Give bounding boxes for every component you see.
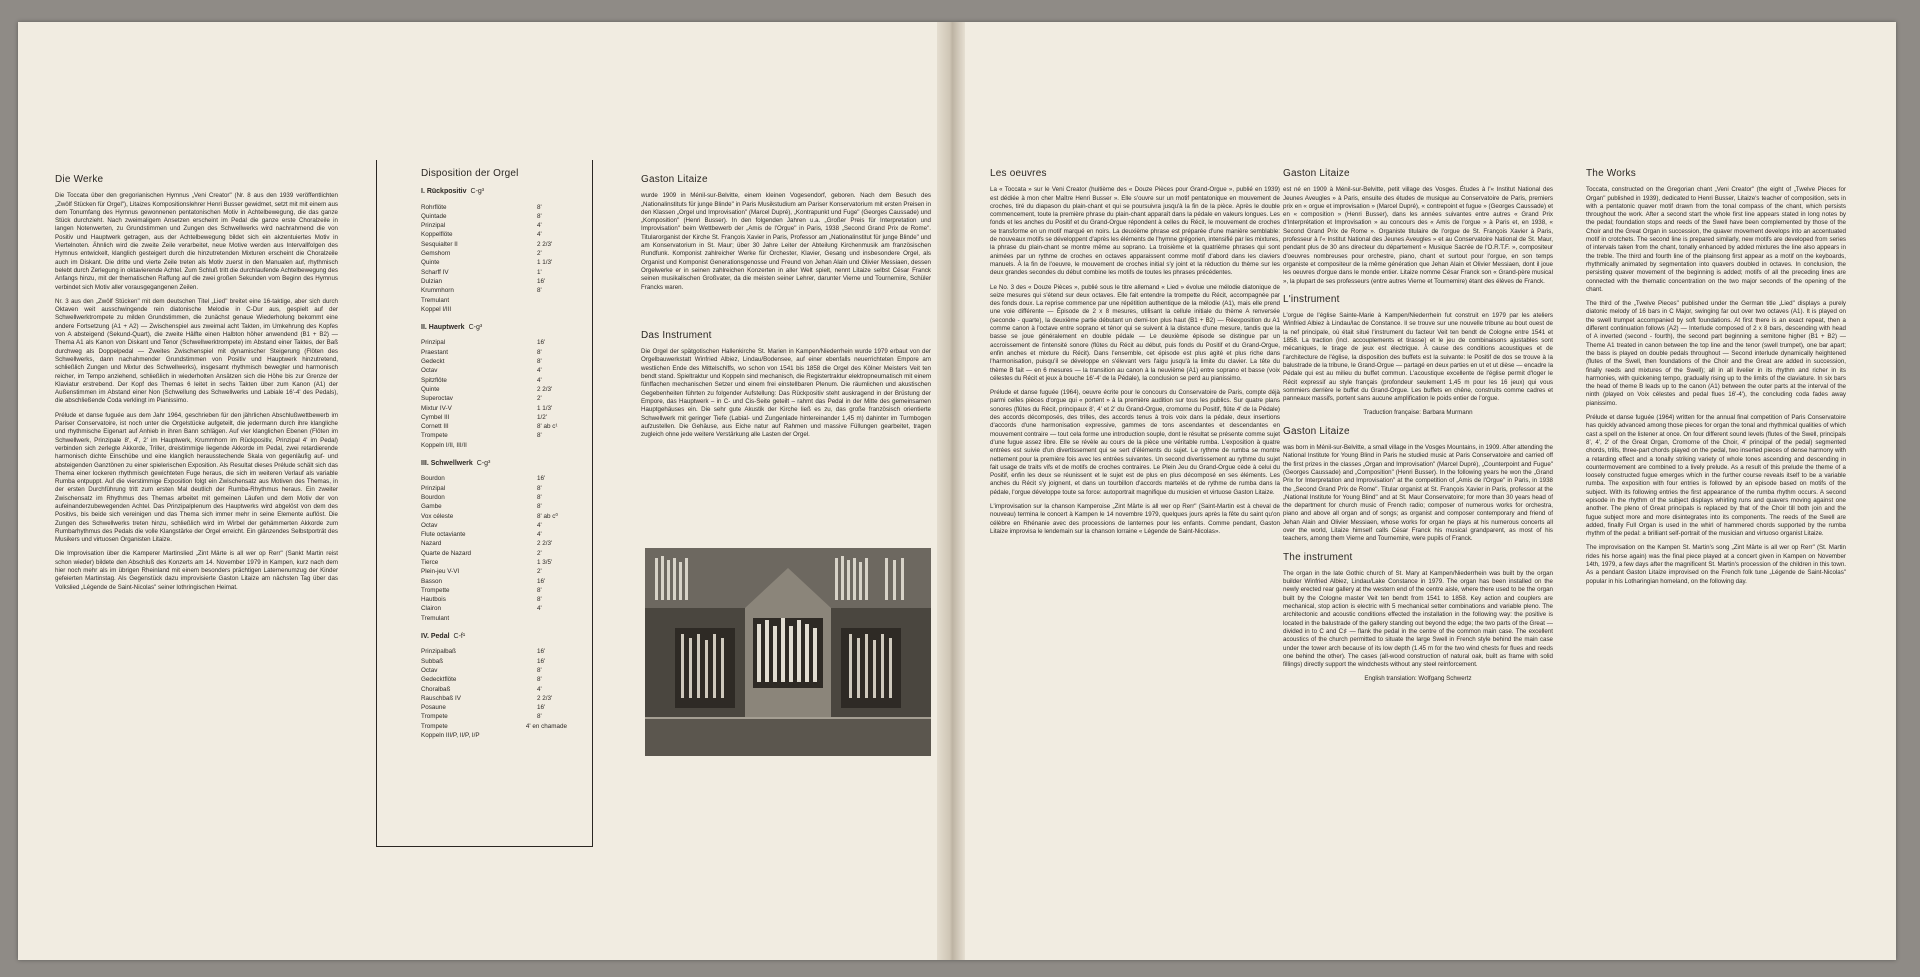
stop-pitch: 8'	[537, 358, 542, 366]
stop-name: Trompete	[421, 722, 448, 730]
stop-list	[421, 203, 581, 315]
stop-pitch: 8'	[537, 713, 542, 721]
stop-name: Superoctav	[421, 395, 453, 403]
paragraph: Nr. 3 aus den „Zwölf Stücken" mit dem deutschen Titel „Lied" breitet eine 16-taktige, aber sich durch Oktaven weit ausschwingende rein diatonische Melodie in C-Dur aus, gespielt auf der Schwellwerktrompete zu milden Grundstimmen, die zunächst genaue Wiederholung bekommt eine andere Fortsetzung (A1 + A2) — Zwischenspiel aus zweimal acht Takten, im Umkehrung des Kopfes von A absteigend (Sekund-Quart), die zweite Hälfte einen Halbton höher anwendend (B1 + B2) — Thema A1 als Kanon von Diskant und Tenor (Schwellwerktrompete) im Abstand einer Taktes, der Baß durchweg als Doppelpedal — Zweites Zwischenspiel mit dynamischer Steigerung (Flöten des Schwellwerks, dann nachahmender Grundstimmen von Positiv und Hauptwerk hinzutretend, schließlich Zungen und Mixtur des Schwellwerks), insgesamt rhythmisch bewegter und harmonisch reicher, im Tempo anziehend, schließlich in wiederholten Ansätzen sich die Höhe bis zur Grenze der Klaviatur erstrebend. Der Kopf des Themas 6 leitet in sechs Takten über zum Kanon (A1) der Außenstimmen im Abstand einer Non (Schwellung des Schwellwerks und Labiale 16'-4' des Pedals), die abschließende Coda verklingt im Pianissimo.	[55, 297, 338, 405]
stop-name: Octav	[421, 367, 438, 375]
stop-name: Trompete	[421, 432, 448, 440]
stop-name: Quinte	[421, 385, 440, 393]
division-range: C-f¹	[453, 633, 466, 641]
stop-pitch: 8'	[537, 287, 542, 295]
paragraph: est né en 1909 à Ménil-sur-Belvitte, petit village des Vosges. Études à l'« Institut National des Jeunes Aveugles » à Paris, ensuite des études de musique au Conservatoire de Paris, premiers prix en « orgue et improvisation » (Marcel Dupré), « contrepoint et fugue » (Georges Caussade) et en « composition » (Henri Busser), dans les années suivantes entre autres « Grand Prix d'Interprétation et Improvisation » au concours des « Amis de l'orgue » à Paris et, en 1938, « Second Grand Prix de Rome ». Organiste titulaire de l'orgue de St. François Xavier à Paris, professeur à l'« Institut National des Jeunes Aveugles » et au Conservatoire National de St. Maur, pendant plus de 30 ans directeur du département « Musique Sacrée de l'O.R.T.F. », compositeur d'oeuvres nombreuses pour orchestre, piano, chant et surtout pour l'orgue, en son temps organiste et compositeur de la même génération que Jehan Alain et Olivier Messiaen, dont il joue les oeuvres d'orgue dans le monde entier. Litaize nomme César Franck son « Grand-père musical », la plupart de ses professeurs (entre autres Vierne et Tournemire) étant des élèves de Franck.	[1283, 186, 1553, 285]
division-range: C-g³	[468, 324, 483, 332]
stop-item	[421, 722, 581, 731]
stop-pitch: 4'	[537, 367, 542, 375]
stop-pitch: 8' ab c¹	[537, 423, 558, 431]
box-rule-right	[592, 160, 593, 846]
stop-name: Koppeln I/II, III/II	[421, 441, 467, 449]
stop-pitch: 4'	[537, 376, 542, 384]
stop-item	[421, 502, 581, 511]
stop-pitch: 1/2'	[537, 413, 547, 421]
stop-name: Gemshorn	[421, 250, 451, 258]
stop-name: Tremulant	[421, 296, 450, 304]
stop-name: Scharff IV	[421, 268, 449, 276]
paragraph: Prélude et danse fuguée aus dem Jahr 1964, geschrieben für den jährlichen Abschlußwettbewerb im Pariser Conservatoire, ist noch unter die Orgelstücke aufgeteilt, die jedermann durch ihre klangliche und rhythmische Eigenart auf Anhieb in ihren Bann schlägen. Auf vier klanglichen Ebenen (Flöten im Schwellwerk, Prinzipale 8', 4', 2' im Hauptwerk, Krummhorn im Rückpositiv, Prinzipal 4' im Pedal) verbinden sich zerlegte Akkorde, Triller, dreistimmige liegende Akkorde im Pedal, zwei retardierende harmonisch dichte Einschübe und eine klanglich herausstechende Skala von gegenläufig auf- und absteigenden Ganztönen zu einer spielerischen Exposition. Als Resultat dieses Prélude schält sich das Thema einer lockeren rhythmisch gewichteten Fuge heraus, die sich im weiteren Verlauf als variable Rumba entpuppt. Auf die vierstimmige Exposition folgt ein Zwischensatz aus Motiven des Themas, in der ersten Durchführung tritt zum ersten Mal deutlich der Rumba-Rhythmus heraus. Ein zweiter Zwischensatz im Rhythmus des Themas arbeitet mit gemeinen Läufen und dem Motiv der von aufeinanderzubewegenden Achtel. Das Prinzipalplenum des Hauptwerks wird abgelöst von dem des Positivs, bis beide sich vereinigen und das Thema sich immer mehr in seine Elemente auflöst. Die Zungen des Schwellwerks treten hinzu, schließlich wird im Wirbel der gehämmerten Akkorde zum Rumbarhythmus des Pedals die volle Klangstärke der Orgel erreicht. Ein glänzendes Selbstporträt des Musikers und virtuosen Organisten Litaize.	[55, 411, 338, 544]
stop-item	[421, 357, 581, 366]
stop-pitch: 8'	[537, 586, 542, 594]
stop-pitch	[537, 441, 567, 450]
paragraph: The third of the „Twelve Pieces" published under the German title „Lied" displays a purely diatonic melody of 16 bars in C Major, swinging far out over two octaves (A1). It is played on the swell trumpet accompanied by soft foundations. At first there is an exact repeat, then a different continuation follows (A2) — Interlude composed of 2 x 8 bars, descending with head of A inverted (second - fourth), the second part beginning a semitone higher (B1 + B2) — Theme A1 treated in canon between the top line and the tenor (swell trumpet), one bar apart; the bass is played on double pedals throughout — Second interlude dynamically heightened (flutes of the Swell, then foundations of the Choir and the Great are added in succession, finally reeds and mixtures of the Swell); all in all livelier in its rhythm and richer in its harmonies, with quickening tempo, gradually rising up to the limits of the claviature. In six bars the head of theme B leads up to the canon (A1) between the outer parts at the interval of the ninth (played on Voix célestes and pedal flues 16'-4'), the concluding coda fades away pianissimo.	[1586, 300, 1846, 407]
column-works-en	[1586, 170, 1846, 592]
paragraph: L'orgue de l'église Sainte-Marie à Kampen/Niederrhein fut construit en 1979 par les ateliers Winfried Albiez à Lindau/lac de Constance. Il se trouve sur une nouvelle tribune au bout ouest de la nef principale, où était situé l'instrument du facteur Veit ten bendt de Cologne entre 1541 et 1858. La traction (incl. accouplements et tirasse) et le jeu de combinaisons ajustables sont mécaniques, le tirage de jeux est électrique. À cause des conditions acoustiques et de l'architecture de l'église, la disposition des buffets est la suivante: le Positif de dos se trouve à la balustrade de la tribune, le Grand-Orgue — partagé en deux parties en ut et ut dièse — encadre la Pédale qui est au milieu du buffet commun. L'acoustique excellente de l'église permit d'loger le Récit expressif au style français (profondeur seulement 1,45 m pour les 16 jeux) qui vous sommiers derrière le buffet du Grand-Orgue. Les buffets en chêne, construits comme cadres et panneaux massifs, portent sans aucune amplification le poids entier de l'orgue.	[1283, 312, 1554, 403]
stop-item	[421, 595, 581, 604]
translation-credit-en: English translation: Wolfgang Schwertz	[1364, 675, 1472, 683]
heading-disposition: Disposition der Orgel	[421, 168, 519, 179]
stop-pitch	[537, 296, 567, 305]
stop-pitch	[537, 731, 567, 740]
stop-item	[421, 694, 581, 703]
stop-item	[421, 212, 581, 221]
stop-item	[421, 413, 581, 422]
stop-pitch	[537, 614, 567, 623]
stop-name: Rauschbaß IV	[421, 694, 461, 702]
stop-item	[421, 530, 581, 539]
stop-pitch: 8'	[537, 484, 542, 492]
division-title	[421, 460, 581, 468]
stop-name: Bourdon	[421, 493, 445, 501]
stop-pitch: 8'	[537, 348, 542, 356]
stop-pitch: 16'	[537, 339, 546, 347]
stop-pitch: 1 3/5'	[537, 558, 553, 566]
stop-pitch: 4'	[537, 685, 542, 693]
stop-name: Octav	[421, 521, 438, 529]
stop-item	[421, 549, 581, 558]
stop-name: Prinzipalbaß	[421, 648, 456, 656]
stop-name: Nazard	[421, 540, 442, 548]
stop-pitch: 8'	[537, 212, 542, 220]
stop-item	[421, 666, 581, 675]
stop-name: Tierce	[421, 558, 439, 566]
stop-item	[421, 703, 581, 712]
stop-name: Gedeckt	[421, 358, 445, 366]
paragraph: wurde 1909 in Ménil-sur-Belvitte, einem kleinen Vogesendorf, geboren. Nach dem Besuch des „Nationalinstituts für junge Blinde" in Paris Musikstudium am Pariser Konservatorium mit ersten Preisen in den Klassen „Orgel und Improvisation" (Marcel Dupré), „Kontrapunkt und Fuge" (Georges Caussade) und „Komposition" (Henri Busser). In den folgenden Jahren u.a. „Großer Preis für Interpretation und Improvisation" beim Wettbewerb der „Amis de l'Orgue" in Paris, 1938 „Second Grand Prix de Rome". Titularorganist der Kirche St. François Xavier in Paris, Professor am „Nationalinstitut für junge Blinde" und am Konservatorium in St. Maur; über 30 Jahre Leiter der Abteilung Kirchenmusik am französischen Rundfunk. Komponist zahlreicher Werke für Orchester, Klavier, Gesang und insbesondere Orgel, als Organist und Komponist Generationsgenosse und Freund von Jehan Alain und Olivier Messiaen, dessen Orgelwerke er in seinen zahlreichen Konzerten in aller Welt spielt, nennt Litaize selbst César Franck seinen musikalischen Großvater, da die meisten seiner Lehrer, darunter Vierne und Tournemire, Schüler Francks waren.	[641, 192, 931, 291]
stop-list	[421, 338, 581, 450]
heading-litaize-en: Gaston Litaize	[1283, 425, 1350, 437]
paragraph: The organ in the late Gothic church of St. Mary at Kampen/Niederrhein was built by the organ builder Winfried Albiez, Lindau/Lake Constance in 1979. The organ has been installed on the newly erected rear gallery at the western end of the centre aisle, where there used to be the organ built by the Cologne master Veit ten bendt from 1541 to 1858. Key action and couplers are mechanical, stop action is electric with 5 mechanical setter combinations and variable pleno. The architectonic and acoustic conditions effected the installation in the following way: the positive is located in the balustrade of the gallery standing out beyond the edge; the two parts of the Great — divided in to C and C♯ — flank the pedal in the centre of the common main case. The excellent acoustics of the church permitted to situate the large Swell in French style behind the main case under the tower arch because of its low depth (1.45 m for the two wind chests for flues and reeds one behind the other). The cases (all-wood construction of natural oak, built as frame with solid fillings) directly support the windchests without any steel reinforcement.	[1283, 569, 1553, 669]
heading-die-werke: Die Werke	[55, 174, 104, 185]
division-name: I. Rückpositiv	[421, 188, 467, 196]
heading-works-en: The Works	[1586, 168, 1636, 179]
stop-name: Octav	[421, 666, 438, 674]
stop-pitch: 4'	[537, 605, 542, 613]
translation-credit-fr: Traduction française: Barbara Murmann	[1363, 409, 1473, 417]
stop-name: Quinte	[421, 259, 440, 267]
stop-name: Subbaß	[421, 657, 444, 665]
paragraph: was born in Ménil-sur-Belvitte, a small village in the Vosges Mountains, in 1909. After attending the National Institute for Young Blind in Paris he studied music at Paris Conservatoire and carried off the first prizes in the classes „Organ and Improvisation" (Marcel Dupré), „Counterpoint and Fugue" (Georges Caussade) and „Composition" (Henri Busser). In the following years he won the „Grand Prix for Interpretation and Improvisation" at the competition of „Amis de l'Orgue" in Paris, in 1938 the „Second Grand Prix de Rome". Titular organist at St. François Xavier in Paris, professor at the „National Institute for Young Blind" and at St. Maur Conservatoire; for more than 30 years head of the department for church music of French radio; composer of numerous works for orchestra, piano and above all organ and of songs; as organist and composer contemporary and friend of Jehan Alain and Olivier Messiaen, whose works for organ he plays at his numerous concerts all over the world, Litaize himself calls César Franck his musical grandparent, as most of his teachers, among them Vierne and Tournemire, were pupils of Franck.	[1283, 444, 1553, 543]
stop-name: Prinzipal	[421, 484, 446, 492]
paragraph: Die Improvisation über die Kamperer Martinslied „Zint Märte is all wer op Rerr" (Sankt Martin reist schon wieder) bildete den Abschluß des Konzerts am 14. November 1979 in Kampen, kurz nach dem hier noch mehr als im übrigen Rheinland mit einem besonders prächtigen Laternenumzug der Kinder gefeierten Martinstag. Als Gegenstück dazu improvisierte Gaston Litaize am nächsten Tag über das Volkslied „Légende de Saint-Nicolas" seiner lothringischen Heimat.	[55, 550, 338, 591]
stop-name: Prinzipal	[421, 339, 446, 347]
stop-pitch: 2 2/3'	[537, 240, 553, 248]
stop-pitch	[537, 305, 567, 314]
stop-item	[421, 614, 581, 623]
stop-item	[421, 685, 581, 694]
stop-item	[421, 230, 581, 239]
column-die-werke	[55, 176, 338, 598]
stop-pitch: 4'	[537, 531, 542, 539]
stop-item	[421, 567, 581, 576]
stop-pitch: 8'	[537, 596, 542, 604]
stop-item	[421, 258, 581, 267]
division-name: IV. Pedal	[421, 633, 450, 641]
stop-pitch: 8'	[537, 493, 542, 501]
stop-item	[421, 512, 581, 521]
stop-name: Praestant	[421, 348, 448, 356]
stop-pitch: 2'	[537, 395, 542, 403]
stop-name: Koppel I/III	[421, 305, 452, 313]
stop-item	[421, 376, 581, 385]
stop-item	[421, 240, 581, 249]
paragraph: La « Toccata » sur le Veni Creator (huitième des « Douze Pièces pour Grand-Orgue », publié en 1939) est dédiée à mon cher Maître Henri Busser ». Elle s'ouvre sur un motif pentatonique en mouvement de croches, tiré du diapason du plain-chant et qui se poursuivra jusqu'à la fin de la pièce. Après le double commencement, toute la première phrase du plain-chant apparaît dans la pédale en valeurs longues. Les fonds et les anches du Positif et du Grand-Orgue répondent à celles du Récit, le mouvement de croches se transforme en un motif marqué en noirs. La deuxième phrase est préparée d'une manière semblable: de nouveaux motifs se développent d'après les éléments de l'hymne grégorien, intensifié par les mixtures, la phrase du plain-chant se montre même au soprano. La troisième et la quatrième phrases qui sont animées par un rythme de croches en octaves apparaissent comme motif d'abord dans les claviers manuels. À la fin de l'oeuvre, le mouvement de croches initial s'y joint et la réduction du thème sur les deux grandes secondes du début combine les motifs de toutes les phrases précédentes.	[990, 186, 1280, 277]
stop-pitch: 1'	[537, 268, 542, 276]
stop-item	[421, 249, 581, 258]
division-title	[421, 324, 581, 332]
stop-name: Posaune	[421, 704, 446, 712]
stop-pitch: 2 2/3'	[537, 694, 553, 702]
stop-name: Koppeln III/P, II/P, I/P	[421, 732, 480, 740]
stop-item	[421, 521, 581, 530]
stop-name: Prinzipal	[421, 222, 446, 230]
stop-name: Trompete	[421, 713, 448, 721]
stop-name: Cornett III	[421, 423, 449, 431]
stop-pitch: 2'	[537, 568, 542, 576]
heading-instrument-de: Das Instrument	[641, 329, 712, 341]
stop-item	[421, 221, 581, 230]
stop-name: Flute octaviante	[421, 531, 466, 539]
stop-pitch: 8'	[537, 666, 542, 674]
stop-list	[421, 474, 581, 623]
paragraph: Le No. 3 des « Douze Pièces », publié sous le titre allemand « Lied » évolue une mélodie diatonique de seize mesures qui s'étend sur deux octaves. Elle fait entendre la trompette du Récit, accompagnée par des fonds doux. La reprise commence par une répétition authentique de la mélodie (A1), mais elle prend une voie différente — Épisode de 2 x 8 mesures, utilisant la cellule initiale du thème A renversée (seconde - quarte), la deuxième partie débutant un demi-ton plus haut (B1 + B2) — Réexposition du A1 comme canon à l'octave entre soprano et ténor qui se suivent à la distance d'une mesure, tandis que la basse se joue généralement en double pédale — Le deuxième épisode se distingue par un accroissement de l'intensité sonore (flûtes du Récit au début, puis fonds du Positif et du Grand-Orgue, enfin anches et mixture du Récit). Dans l'ensemble, cet épisode est plus agité et plus riche dans l'harmonisation, puisqu'il se développe en s'élevant vers l'aigu jusqu'à la limite du clavier. La tête du thème B fait — en 6 mesures — la transition au canon à la neuvième (A1) entre soprano et basse (voix célestes du Récit et jeux à bouche 16'-4' de la Pédale), la conclusion se perd au pianissimo.	[990, 283, 1280, 382]
stop-name: Krummhorn	[421, 287, 454, 295]
column-litaize-de	[641, 176, 931, 445]
division-range: C-g³	[476, 460, 491, 468]
paragraph: Die Toccata über den gregorianischen Hymnus „Veni Creator" (Nr. 8 aus den 1939 veröffentlichten „Zwölf Stücken für Orgel"), Litaizes Kompositionslehrer Henri Busser gewidmet, setzt mit mit einem aus dem Tonumfang des Hymnus gewonnenen pentatonischen Motiv in Achtelbewegung, die das ganze Stück durchzieht. Nach zweimaligem Ansetzen erscheint im Pedal die ganze erste Choralzeile in langen Notenwerten, zu Grundstimmen und Zungen des Schwellwerks wird nachrahmend die von Positiv und Hauptwerk getragen, aus der Achtelbewegung bildet sich ein akzentuiertes Motiv in Viertelnoten. Ähnlich wird die zweite Zeile verarbeitet, neue Motive werden aus Intervallfolgen des Hymnus entwickelt, klanglich gesteigert durch die hinzutretenden Mixturen erscheint die Choralzeile auch im Diskant. Die dritte und vierte Zeile treten als Motiv zuerst in den Manualen auf, rhythmisch belebt durch Zerlegung in oktavierende Achtel. Zum Schluß tritt die durchlaufende Achtelbewegung des Anfangs hinzu, mit der thematischen Raffung auf die zwei großen Sekunden vom Beginn des Hymnus verbindet sich Motiv aller vorausgegangenen Zeilen.	[55, 192, 338, 291]
stop-item	[421, 474, 581, 483]
stop-pitch: 8'	[537, 203, 542, 211]
stop-item	[421, 385, 581, 394]
stop-pitch: 8' ab c⁰	[537, 512, 558, 520]
stop-item	[421, 404, 581, 413]
stop-pitch: 8'	[537, 432, 542, 440]
organ-photograph-drawing	[645, 548, 931, 756]
stop-name: Spitzflöte	[421, 376, 447, 384]
stop-name: Mixtur IV-V	[421, 404, 452, 412]
stop-item	[421, 493, 581, 502]
stop-item	[421, 286, 581, 295]
heading-litaize-fr: Gaston Litaize	[1283, 168, 1350, 179]
division-title	[421, 633, 581, 641]
stop-name: Plein-jeu V-VI	[421, 568, 460, 576]
stop-pitch: 1 1/3'	[537, 259, 553, 267]
division-title	[421, 188, 581, 196]
stop-item	[421, 431, 581, 440]
paragraph: Toccata, constructed on the Gregorian chant „Veni Creator" (the eight of „Twelve Pieces for Organ" published in 1939), dedicated to Henri Busser, Litaize's teacher of composition, sets in with a pentatonic quaver motif drawn from the tonal compass of the chant, which persists throughout the work. After a second start the whole first line appears stated in long notes by the pedal; foundation stops and reeds of the Swell have been complemented by those of the Choir and the Great Organ in succession, the quaver movement develops into an accentuated motif in crotchets. The second line is prepared similarly, new motifs are developed from series of intervals taken from the chant, tonally enhanced by added mixtures the line also appears in the treble. The third and fourth line of the plainsong first appear as a motif on the keyboards, rhythmically animated by segmentation into quavers doubled in octaves. In conclusion, the persisting quaver movement of the beginning is added; motifs of all the preceding lines are connected with the thematic concentration on the two major seconds of the opening of the chant.	[1586, 186, 1846, 293]
stop-name: Koppelflöte	[421, 231, 453, 239]
organ-divisions	[421, 188, 581, 740]
stop-name: Sesquialter II	[421, 240, 458, 248]
stop-name: Choralbaß	[421, 685, 451, 693]
stop-item	[421, 731, 581, 740]
stop-pitch: 4'	[537, 521, 542, 529]
stop-item	[421, 296, 581, 305]
stop-name: Clairon	[421, 605, 441, 613]
division-name: III. Schwellwerk	[421, 460, 473, 468]
stop-name: Hautbois	[421, 596, 446, 604]
stop-pitch: 16'	[537, 657, 546, 665]
stop-item	[421, 647, 581, 656]
paragraph: L'improvisation sur la chanson Kamperoise „Zint Märte is all wer op Rerr" (Saint-Martin est à cheval de nouveau) termina le concert à Kampen le 14 novembre 1979, quelques jours après la fête du saint qu'on célèbre en Rhénanie avec des processions de lanternes pour les enfants. Comme pendant, Gaston Litaize improvisa le lendemain sur la chanson lorraine « Légende de Saint-Nicolas».	[990, 502, 1280, 535]
stop-name: Vox céleste	[421, 512, 454, 520]
column-disposition	[421, 170, 581, 746]
stop-item	[421, 604, 581, 613]
division-range: C-g³	[470, 188, 485, 196]
stop-item	[421, 277, 581, 286]
stop-name: Cymbel III	[421, 413, 450, 421]
stop-name: Basson	[421, 577, 443, 585]
stop-pitch: 16'	[537, 704, 546, 712]
stop-name: Tremulant	[421, 614, 450, 622]
heading-oeuvres: Les oeuvres	[990, 168, 1047, 179]
gatefold-spine	[937, 22, 965, 960]
heading-litaize-de: Gaston Litaize	[641, 174, 708, 185]
stop-item	[421, 268, 581, 277]
stop-item	[421, 366, 581, 375]
paragraph: Prélude et danse fuguée (1964) written for the annual final competition of Paris Conservatoire has quickly advanced among those pieces for organ the tonal and rhythmical qualities of which cast a spell on the listener at once. On four different sound levels (flutes of the Swell, principals 8', 4', 2' of the Great Organ, Cromorne of the Choir, 4' principal of the pedal) segmented chords, trills, three-part chords played on the pedal, two inserted pieces of dense harmony with a retarding effect and a tonally striking variety of whole tones ascending and descending in countermovement are combined to a lively prelude. As a result of this prelude the theme of a loosely constructed fugue emerges which in the further course reveals itself to be a variable rumba. The exposition with four entries is followed by an episode based on motifs of the subject. With its following entries the first appearance of the rumba rhythm occurs. A second episode in the rhythm of the subject displays whirling runs and quavers moving against one another. The pleno of Great principals is replaced by that of the Choir till both join and the fugue subject more and more disintegrates into its components. The reeds of the Swell are added, finally Full Organ is used in the whirl of hammered chords supported by the rumba rhythm of the pedal: a brilliant self-portrait of the musician and virtuoso organist Litaize.	[1586, 414, 1846, 538]
stop-pitch: 2 2/3'	[537, 385, 553, 393]
stop-item	[421, 441, 581, 450]
column-litaize-fr-en	[1283, 170, 1553, 690]
stop-pitch: 2 2/3'	[537, 540, 553, 548]
heading-instrument-en: The instrument	[1283, 551, 1353, 563]
stop-pitch: 8'	[537, 676, 542, 684]
stop-name: Quarte de Nazard	[421, 549, 472, 557]
stop-item	[421, 348, 581, 357]
paragraph: Prélude et danse fuguée (1964), oeuvre écrite pour le concours du Conservatoire de Paris, compte déjà parmi celles pièces d'orgue qui « portent » à la première audition sur tous les publics. Sur quatre plans sonores (flûtes du Récit, principaux 8', 4' et 2' du Grand-Orgue, cromorne du Positif, flûte 4' de la Pédale) des accords décomposés, des trilles, des accords tenus à trois voix dans la pédale, deux insertions d'accords d'une harmonisation expressive, gammes de tons ascendantes et descendantes en mouvement contraire — tout cela forme une introduction souple, dont le résultat se présente comme sujet d'une fugue assez libre. Elle se révèle au cours de la pièce une véritable rumba. L'exposition à quatre entrées est suivie d'un divertissement qui se sert d'éléments du sujet. Le rythme de rumba se montre nettement pour la première fois avec les entrées suivantes. Un second divertissement au rythme du sujet fait usage de traits vifs et de motifs de croches contraires. Le Plein Jeu du Grand-Orgue cède à celui du Positif, enfin les deux se réunissent et le sujet est de plus en plus décomposé en ses éléments. Les anches du Récit s'y joignent, et dans un tourbillon d'accords martelés et de rythme de rumba dans la pédale, l'orgue développe toute sa force: autoportrait magnifique du musicien et virtuose Gaston Litaize.	[990, 389, 1280, 496]
stop-pitch: 16'	[537, 475, 546, 483]
stop-item	[421, 484, 581, 493]
stop-name: Bourdon	[421, 475, 445, 483]
stop-name: Gedecktflöte	[421, 676, 457, 684]
stop-item	[421, 422, 581, 431]
stop-pitch: 4' en chamade	[525, 722, 567, 730]
stop-item	[421, 712, 581, 721]
organ-photograph	[645, 548, 931, 756]
stop-name: Trompette	[421, 586, 450, 594]
stop-list	[421, 647, 581, 740]
stop-item	[421, 394, 581, 403]
stop-item	[421, 586, 581, 595]
division-name: II. Hauptwerk	[421, 324, 465, 332]
stop-item	[421, 305, 581, 314]
stop-pitch: 1 1/3'	[537, 404, 553, 412]
stop-item	[421, 558, 581, 567]
stop-pitch: 4'	[537, 222, 542, 230]
heading-instrument-fr: L'instrument	[1283, 293, 1340, 305]
box-rule-left	[376, 160, 377, 846]
paragraph: Die Orgel der spätgotischen Hallenkirche St. Marien in Kampen/Niederrhein wurde 1979 erbaut von der Orgelbauwerkstatt Winfried Albiez, Lindau/Bodensee, auf einer ebenfalls neuerrichteten Empore am westlichen Ende des Mittelschiffs, wo schon von 1541 bis 1858 die Orgel des Kölner Meisters Veit ten bendt stand. Spieltraktur und Koppeln sind mechanisch, die Registertraktur elektropneumatisch mit einem fünffachen mechanischen Setzer und einem frei einstellbaren Plenum. Die räumlichen und akustischen Gegebenheiten führten zu folgender Aufstellung: Das Rückpositiv steht auskragend in der Brüstung der Empore, das Hauptwerk – in C- und Cis-Seite geteilt – rahmt das Pedal in der Mitte des gemeinsamen Hauptgehäuses ein. Die sehr gute Akustik der Kirche ließ es zu, das große französisch orientierte Schwellwerk mit geringer Tiefe (Labial- und Zungenlade hintereinander 1,45 m) dahinter im Turmbogen aufzustellen. Die Gehäuse, aus Eiche natur auf Rahmen und massive Füllungen gearbeitet, tragen zugleich ohne jede weitere Verstärkung alle Lasten der Orgel.	[641, 348, 931, 439]
stop-item	[421, 657, 581, 666]
stop-item	[421, 675, 581, 684]
stop-pitch: 8'	[537, 503, 542, 511]
stop-pitch: 16'	[537, 277, 546, 285]
stop-name: Quintade	[421, 212, 447, 220]
paragraph: The improvisation on the Kampen St. Martin's song „Zint Märte is all wer op Rerr" (St. Martin rides his horse again) was the final piece played at a concert given in Kampen on November 14th, 1979, a few days after the magnificent St. Martin's procession of the children in this town. As a pendant Gaston Litaize improvised on the French folk tune „Légende de Saint-Nicolas" popular in his Lotharingian homeland, on the following day.	[1586, 544, 1846, 585]
stop-pitch: 4'	[537, 231, 542, 239]
stop-item	[421, 577, 581, 586]
stop-pitch: 16'	[537, 577, 546, 585]
stop-pitch: 2'	[537, 250, 542, 258]
stop-item	[421, 338, 581, 347]
stop-item	[421, 539, 581, 548]
box-rule-bottom	[376, 846, 593, 847]
column-oeuvres	[990, 170, 1280, 542]
stop-pitch: 2'	[537, 549, 542, 557]
stop-name: Rohrflöte	[421, 203, 447, 211]
stop-item	[421, 203, 581, 212]
stop-name: Gambe	[421, 503, 442, 511]
stop-pitch: 16'	[537, 648, 546, 656]
stop-name: Dulzian	[421, 277, 442, 285]
